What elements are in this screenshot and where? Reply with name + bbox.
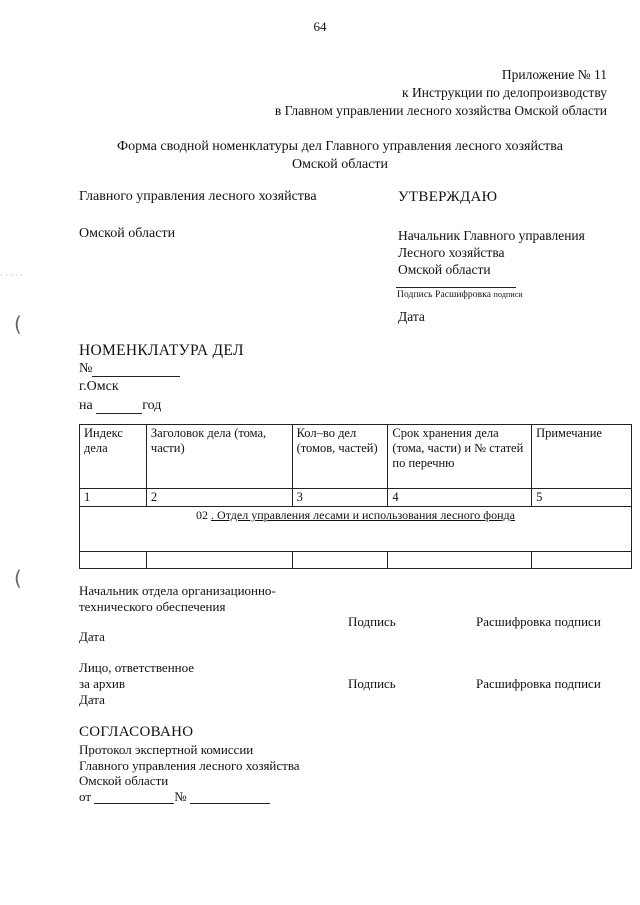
column-number-2: 2 <box>146 489 292 507</box>
head-line-1: Начальник отдела организационно- <box>79 583 276 598</box>
approval-date-label: Дата <box>398 309 425 324</box>
year-prefix: на <box>79 398 93 413</box>
empty-cell-5 <box>532 552 632 569</box>
year-blank <box>96 401 142 414</box>
number-label: № <box>79 361 93 376</box>
signature-caption-small: подписи <box>493 290 523 299</box>
archive-line-1: Лицо, ответственное <box>79 660 195 675</box>
archive-decode-label: Расшифровка подписи <box>476 676 601 691</box>
organization-line-1: Главного управления лесного хозяйства <box>79 189 317 204</box>
head-date-label: Дата <box>79 629 105 644</box>
approver-block <box>398 227 585 278</box>
column-number-3: 3 <box>292 489 388 507</box>
header-title: Заголовок дела (тома, части) <box>146 425 292 489</box>
column-number-1: 1 <box>80 489 147 507</box>
approver-line-2: Лесного хозяйства <box>398 245 505 260</box>
section-title: . Отдел управления лесами и использования лесного фонда <box>211 508 515 522</box>
approval-heading: УТВЕРЖДАЮ <box>398 189 498 205</box>
agreed-from-label: от <box>79 788 92 804</box>
binding-hole-mark-bottom: ( <box>14 566 22 590</box>
header-storage: Срок хранения дела (тома, части) и № статей по перечню <box>388 425 532 489</box>
table-empty-row <box>80 552 632 569</box>
header-note: Примечание <box>532 425 632 489</box>
header-index: Индекс дела <box>80 425 147 489</box>
approver-line-3: Омской области <box>398 262 491 277</box>
form-title <box>40 138 640 174</box>
table-header-row <box>80 425 632 489</box>
archive-signature-label: Подпись <box>348 676 396 691</box>
archive-person-block <box>79 660 194 708</box>
head-decode-label: Расшифровка подписи <box>476 614 601 629</box>
nomenclature-table <box>79 424 632 569</box>
empty-cell-1 <box>80 552 147 569</box>
binding-hole-mark-top: ( <box>14 312 22 336</box>
agreed-number-label: № <box>174 788 187 804</box>
appendix-line-2: к Инструкции по делопроизводству <box>402 85 607 100</box>
column-number-5: 5 <box>532 489 632 507</box>
nomenclature-city: г.Омск <box>79 379 119 394</box>
appendix-line-1: Приложение № 11 <box>501 67 607 82</box>
signature-caption-text: Подпись Расшифровка <box>397 290 492 300</box>
number-blank <box>92 364 180 377</box>
head-signature-label: Подпись <box>348 614 396 629</box>
agreed-date-blank <box>94 791 174 804</box>
approval-signature-caption <box>397 290 523 300</box>
agreed-block <box>79 742 300 804</box>
column-number-4: 4 <box>388 489 532 507</box>
section-code: 02 <box>196 508 209 522</box>
appendix-header <box>275 66 607 120</box>
organization-line-2: Омской области <box>79 226 176 241</box>
table-number-row <box>80 489 632 507</box>
year-suffix: год <box>142 398 162 413</box>
empty-cell-2 <box>146 552 292 569</box>
head-of-department-block <box>79 583 276 615</box>
nomenclature-title: НОМЕНКЛАТУРА ДЕЛ <box>79 342 244 359</box>
approval-signature-line <box>396 287 516 288</box>
appendix-line-3: в Главном управлении лесного хозяйства Омской области <box>274 103 607 118</box>
page-number: 64 <box>313 19 327 34</box>
archive-date-label: Дата <box>79 692 105 707</box>
head-line-2: технического обеспечения <box>79 599 226 614</box>
form-title-line-1: Форма сводной номенклатуры дел Главного управления лесного хозяйства <box>117 139 563 154</box>
scan-artifact-dots: ····· <box>0 270 25 280</box>
table-section-row <box>80 507 632 552</box>
agreed-line-2: Главного управления лесного хозяйства <box>79 757 300 773</box>
agreed-heading: СОГЛАСОВАНО <box>79 724 194 740</box>
archive-line-2: за архив <box>79 676 126 691</box>
agreed-line-1: Протокол экспертной комиссии <box>79 742 254 757</box>
nomenclature-year-line <box>79 398 161 414</box>
approver-line-1: Начальник Главного управления <box>398 228 585 243</box>
empty-cell-4 <box>388 552 532 569</box>
nomenclature-number-line <box>79 361 180 377</box>
header-count: Кол–во дел (томов, частей) <box>292 425 388 489</box>
form-title-line-2: Омской области <box>291 157 389 172</box>
section-cell <box>80 507 632 552</box>
agreed-number-blank <box>190 791 270 804</box>
agreed-line-3: Омской области <box>79 773 169 788</box>
empty-cell-3 <box>292 552 388 569</box>
agreed-date-number-line <box>79 789 300 805</box>
